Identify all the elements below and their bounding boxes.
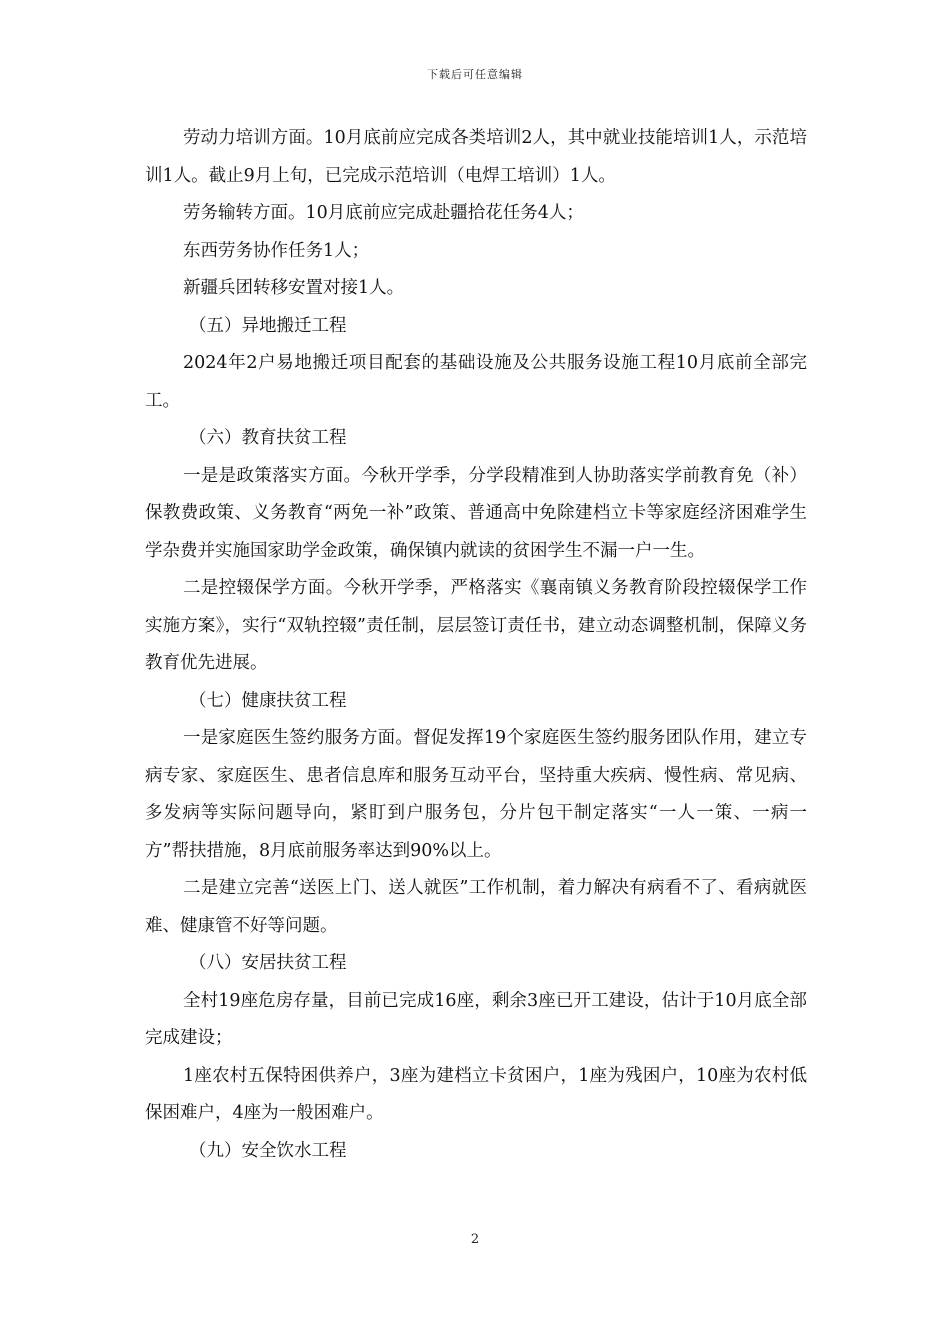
paragraph-dangerous-houses: 全村19座危房存量，目前已完成16座，剩余3座已开工建设，估计于10月底全部完成建设； <box>145 990 807 1048</box>
section-heading-water: （九）安全饮水工程 <box>189 1140 347 1161</box>
section-heading-relocation: （五）异地搬迁工程 <box>189 315 347 336</box>
paragraph-family-doctor: 一是家庭医生签约服务方面。督促发挥19个家庭医生签约服务团队作用，建立专病专家、家庭医生、患者信息库和服务互动平台，坚持重大疾病、慢性病、常见病、多发病等实际问题导向，紧盯到户服务包，分片包干制定落实“一人一策、一病一方”帮扶措施，8月底前服务率达到90%以上。 <box>145 728 807 861</box>
paragraph-labor-training: 劳动力培训方面。10月底前应完成各类培训2人，其中就业技能培训1人，示范培训1人。截止9月上旬，已完成示范培训（电焊工培训）1人。 <box>145 128 807 186</box>
paragraph-east-west-cooperation: 东西劳务协作任务1人； <box>183 240 370 261</box>
paragraph-labor-transfer: 劳务输转方面。10月底前应完成赴疆拾花任务4人； <box>183 203 584 223</box>
paragraph-house-categories: 1座农村五保特困供养户，3座为建档立卡贫困户，1座为残困户，10座为农村低保困难户，4座为一般困难户。 <box>145 1065 807 1123</box>
document-body <box>145 120 807 1170</box>
download-note-header: 下载后可任意编辑 <box>427 68 523 81</box>
paragraph-education-policy: 一是是政策落实方面。今秋开学季，分学段精准到人协助落实学前教育免（补）保教费政策、义务教育“两免一补”政策、普通高中免除建档立卡等家庭经济困难学生学杂费并实施国家助学金政策，确保镇内就读的贫困学生不漏一户一生。 <box>145 465 807 561</box>
paragraph-education-dropout: 二是控辍保学方面。今秋开学季，严格落实《襄南镇义务教育阶段控辍保学工作实施方案》，实行“双轨控辍”责任制，层层签订责任书，建立动态调整机制，保障义务教育优先进展。 <box>145 578 807 673</box>
section-heading-health: （七）健康扶贫工程 <box>189 690 347 711</box>
section-heading-education: （六）教育扶贫工程 <box>189 428 347 448</box>
paragraph-xinjiang-corps: 新疆兵团转移安置对接1人。 <box>183 278 405 298</box>
section-heading-housing: （八）安居扶贫工程 <box>189 953 347 973</box>
paragraph-medical-mechanism: 二是建立完善“送医上门、送人就医”工作机制，着力解决有病看不了、看病就医难、健康管不好等问题。 <box>145 878 807 936</box>
paragraph-relocation: 2024年2户易地搬迁项目配套的基础设施及公共服务设施工程10月底前全部完工。 <box>145 353 807 411</box>
page-number: 2 <box>470 1232 480 1247</box>
